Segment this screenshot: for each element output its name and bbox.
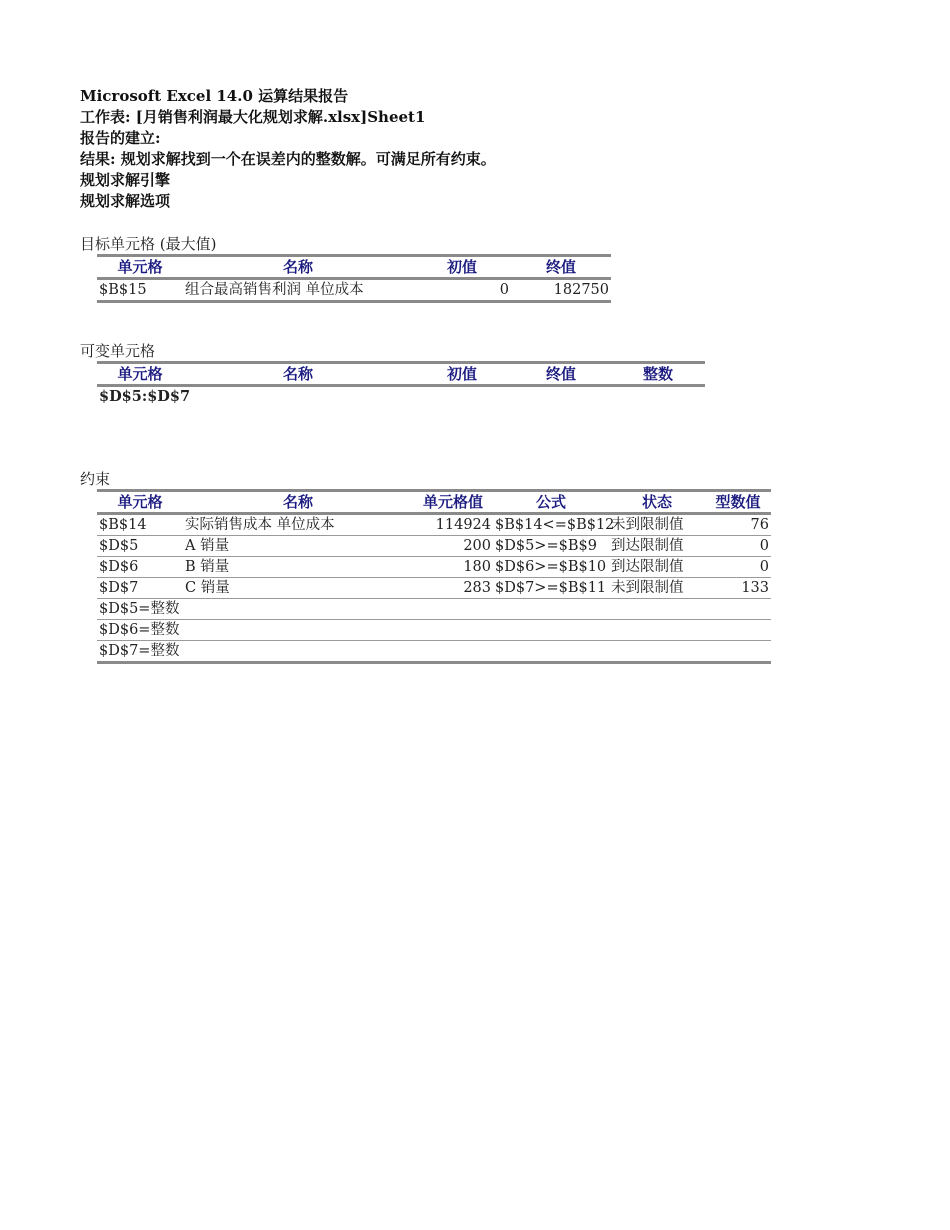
col-header-name: 名称 [183,256,413,279]
col-header-slack: 型数值 [705,491,771,514]
objective-header-row [97,256,611,279]
variables-header-row [97,363,705,386]
variables-section-title: 可变单元格 [80,342,156,360]
cell-name: 组合最高销售利润 单位成本 [183,279,413,302]
report-header [80,86,496,212]
cell-value: 200 [413,536,493,557]
cell-slack: 133 [705,578,771,599]
cell-ref: $B$14 [97,514,183,536]
col-header-cell: 单元格 [97,491,183,514]
cell-name: B 销量 [183,557,413,578]
variables-table [97,361,705,407]
table-row [97,536,771,557]
cell-value: 283 [413,578,493,599]
col-header-name: 名称 [183,363,413,386]
cell-ref: $B$15 [97,279,183,302]
cell-ref: $D$7=整数 [97,641,771,663]
cell-formula: $D$6>=$B$10 [493,557,609,578]
table-row [97,620,771,641]
cell-status: 到达限制值 [609,557,705,578]
col-header-status: 状态 [609,491,705,514]
table-row [97,386,705,408]
cell-initial: 0 [413,279,511,302]
table-row [97,514,771,536]
cell-ref: $D$6 [97,557,183,578]
report-created-line: 报告的建立: [80,129,161,147]
table-row [97,279,611,302]
objective-table [97,254,611,303]
cell-slack: 0 [705,536,771,557]
table-row [97,641,771,663]
cell-slack: 76 [705,514,771,536]
table-row [97,599,771,620]
col-header-cell: 单元格 [97,363,183,386]
constraints-section-title: 约束 [80,470,111,488]
table-row [97,578,771,599]
col-header-name: 名称 [183,491,413,514]
col-header-initial: 初值 [413,363,511,386]
cell-status: 未到限制值 [609,514,705,536]
solver-options-line: 规划求解选项 [80,192,171,210]
cell-status: 到达限制值 [609,536,705,557]
cell-ref: $D$5:$D$7 [99,388,191,405]
col-header-integer: 整数 [611,363,705,386]
table-row [97,557,771,578]
constraints-table [97,489,771,664]
cell-value: 180 [413,557,493,578]
cell-name: 实际销售成本 单位成本 [183,514,413,536]
col-header-initial: 初值 [413,256,511,279]
objective-section-title: 目标单元格 (最大值) [80,235,217,253]
cell-name: C 销量 [183,578,413,599]
cell-formula: $D$7>=$B$11 [493,578,609,599]
col-header-formula: 公式 [493,491,609,514]
worksheet-line: 工作表: [月销售利润最大化规划求解.xlsx]Sheet1 [80,108,426,126]
cell-ref: $D$5=整数 [97,599,771,620]
cell-final: 182750 [511,279,611,302]
cell-value: 114924 [413,514,493,536]
cell-status: 未到限制值 [609,578,705,599]
col-header-final: 终值 [511,256,611,279]
cell-slack: 0 [705,557,771,578]
col-header-value: 单元格值 [413,491,493,514]
cell-ref: $D$7 [97,578,183,599]
solver-engine-line: 规划求解引擎 [80,171,171,189]
result-line: 结果: 规划求解找到一个在误差内的整数解。可满足所有约束。 [80,150,496,168]
report-title: Microsoft Excel 14.0 运算结果报告 [80,87,349,105]
cell-ref: $D$5 [97,536,183,557]
constraints-header-row [97,491,771,514]
col-header-final: 终值 [511,363,611,386]
col-header-cell: 单元格 [97,256,183,279]
cell-name: A 销量 [183,536,413,557]
cell-formula: $D$5>=$B$9 [493,536,609,557]
cell-ref: $D$6=整数 [97,620,771,641]
cell-formula: $B$14<=$B$12 [493,514,609,536]
